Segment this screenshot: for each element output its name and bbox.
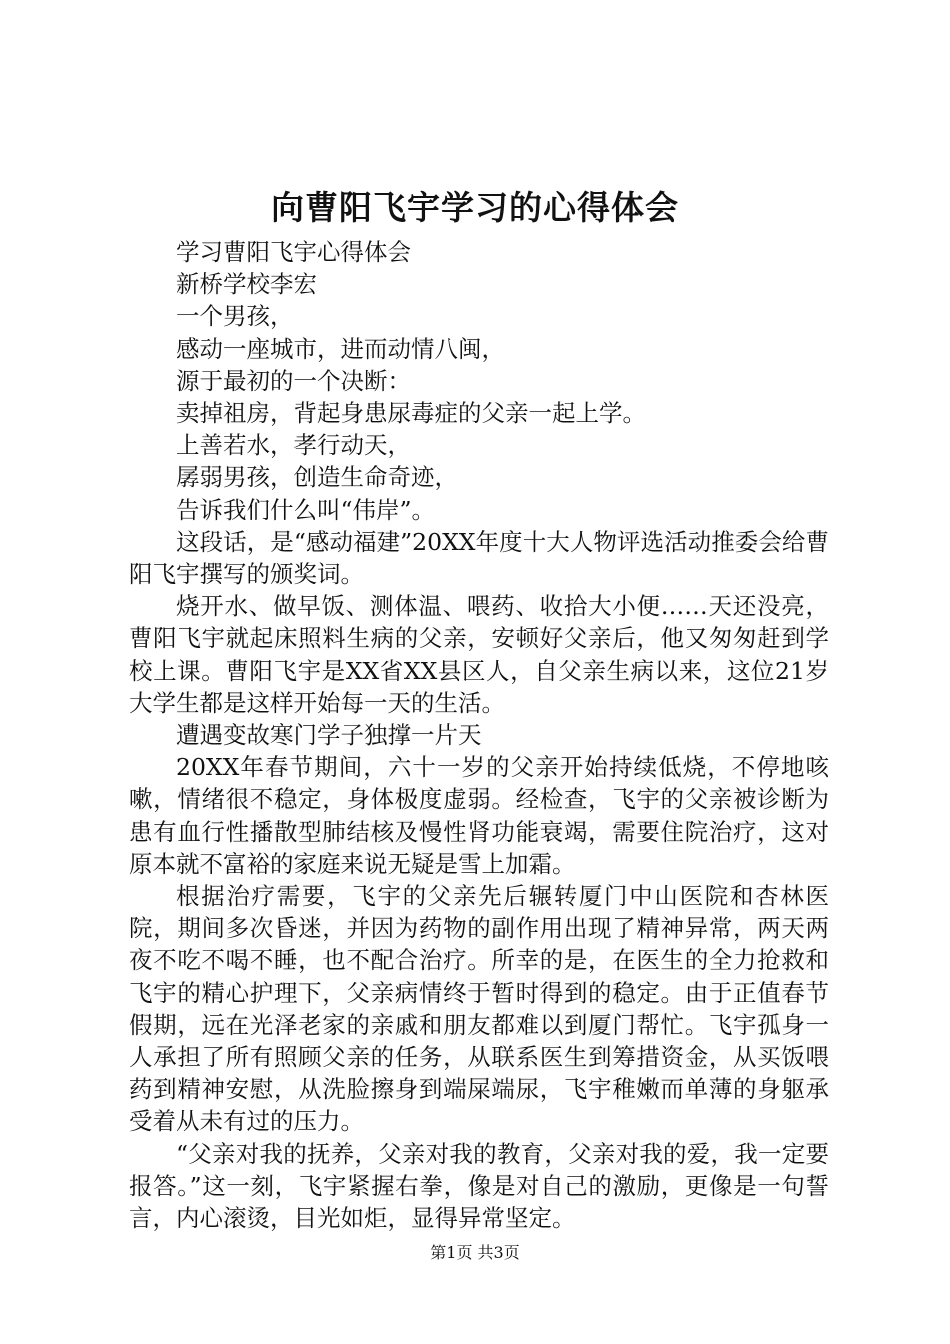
paragraph: 一个男孩， <box>176 302 294 331</box>
paragraph: 根据治疗需要，飞宇的父亲先后辗转厦门中山医院和杏林医院，期间多次昏迷，并因为药物的副作用出现了精神异常，两天两夜不吃不喝不睡，也不配合治疗。所幸的是，在医生的全力抢救和飞宇的精心护理下，父亲病情终于暂时得到的稳定。由于正值春节假期，远在光泽老家的亲戚和朋友都难以到厦门帮忙。飞宇孤身一人承担了所有照顾父亲的任务，从联系医生到筹措资金，从买饭喂药到精神安慰，从洗脸擦身到端屎端尿，飞宇稚嫩而单薄的身躯承受着从未有过的压力。 <box>129 882 829 1136</box>
paragraph: 20XX年春节期间，六十一岁的父亲开始持续低烧，不停地咳嗽，情绪很不稳定，身体极度虚弱。经检查，飞宇的父亲被诊断为患有血行性播散型肺结核及慢性肾功能衰竭，需要住院治疗，这对原本就不富裕的家庭来说无疑是雪上加霜。 <box>129 753 829 878</box>
paragraph: 新桥学校李宏 <box>176 270 317 299</box>
paragraph: “父亲对我的抚养，父亲对我的教育，父亲对我的爱，我一定要报答。”这一刻，飞宇紧握右拳，像是对自己的激励，更像是一句誓言，内心滚烫，目光如炬，显得异常坚定。 <box>129 1139 829 1233</box>
paragraph: 上善若水，孝行动天， <box>176 431 411 460</box>
paragraph: 感动一座城市，进而动情八闽， <box>176 334 505 363</box>
paragraph: 学习曹阳飞宇心得体会 <box>176 238 411 266</box>
paragraph: 这段话，是“感动福建”20XX年度十大人物评选活动推委会给曹阳飞宇撰写的颁奖词。 <box>129 527 829 589</box>
document-title: 向曹阳飞宇学习的心得体会 <box>271 188 679 227</box>
paragraph: 告诉我们什么叫“伟岸”。 <box>176 495 436 524</box>
paragraph: 孱弱男孩，创造生命奇迹， <box>176 463 458 492</box>
page-number-footer: 第1页 共3页 <box>430 1243 520 1262</box>
paragraph: 烧开水、做早饭、测体温、喂药、收拾大小便……天还没亮，曹阳飞宇就起床照料生病的父亲，安顿好父亲后，他又匆匆赶到学校上课。曹阳飞宇是XX省XX县区人，自父亲生病以来，这位21岁大学生都是这样开始每一天的生活。 <box>129 592 829 717</box>
paragraph: 源于最初的一个决断： <box>176 366 411 395</box>
paragraph: 卖掉祖房，背起身患尿毒症的父亲一起上学。 <box>176 399 646 428</box>
document-body <box>129 236 829 1234</box>
section-heading: 遭遇变故寒门学子独撑一片天 <box>176 721 482 750</box>
